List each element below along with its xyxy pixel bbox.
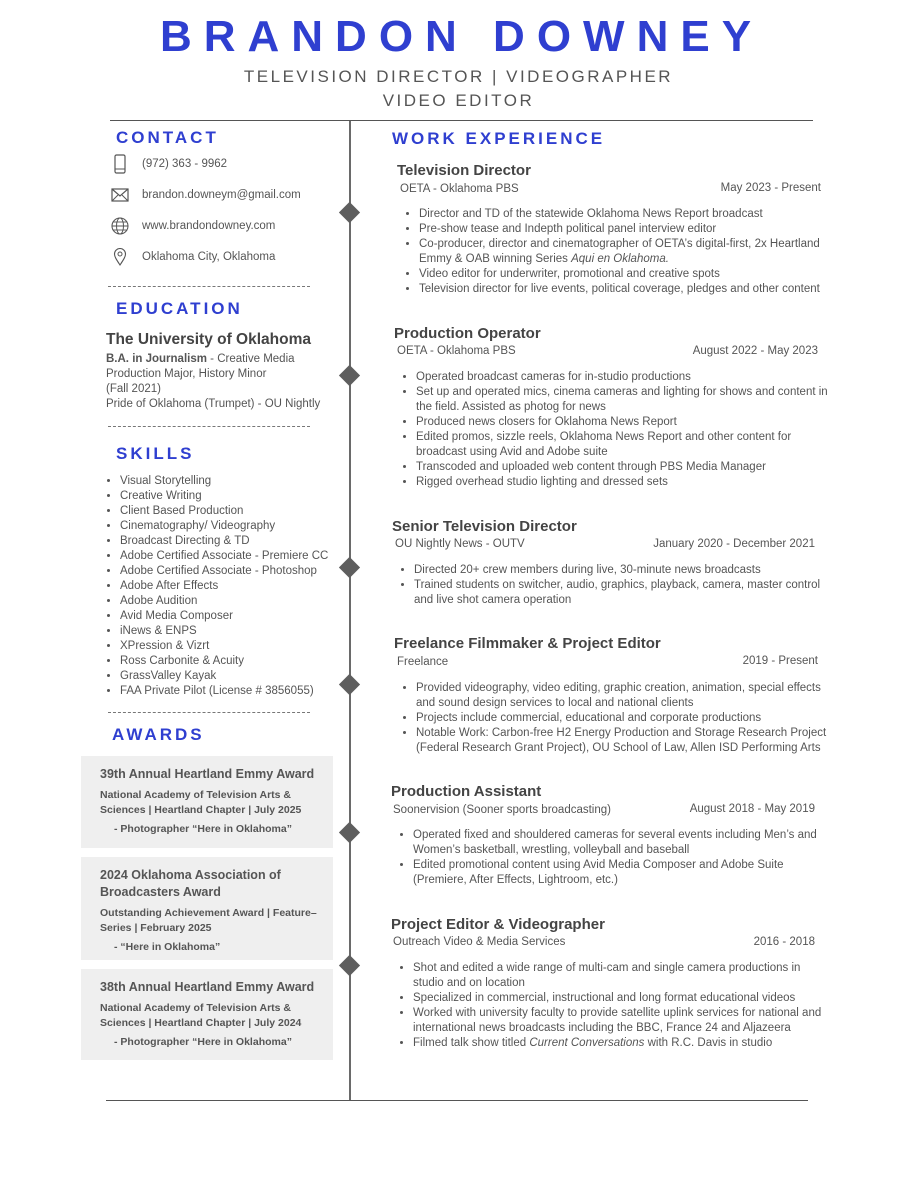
job-bullets: [395, 961, 833, 1051]
map-pin-icon: [110, 247, 130, 267]
header-divider: [110, 120, 813, 121]
job-bullet: • Worked with university faculty to provide satellite uplink services for national and international news broadcasts including the BBC, France 24 and Aljazeera: [413, 1006, 833, 1036]
timeline-line: [349, 121, 351, 1100]
job-bullet: • Rigged overhead studio lighting and dressed sets: [416, 475, 836, 490]
award-role: - Photographer “Here in Oklahoma”: [114, 823, 292, 835]
location-text: Oklahoma City, Oklahoma: [142, 251, 276, 263]
series-title: Aqui en Oklahoma.: [571, 253, 669, 265]
skill-item: • GrassValley Kayak: [120, 669, 328, 684]
award-card: [81, 857, 333, 960]
job-bullets: [398, 681, 836, 756]
phone-text: (972) 363 - 9962: [142, 158, 228, 170]
award-title: 38th Annual Heartland Emmy Award: [100, 980, 315, 994]
timeline-diamond: [339, 365, 360, 386]
job-bullet: • Transcoded and uploaded web content through PBS Media Manager: [416, 460, 836, 475]
job-bullet: • Director and TD of the statewide Oklahoma News Report broadcast: [419, 207, 839, 222]
job-title: Production Operator: [394, 325, 541, 342]
education-line-2: Production Major, History Minor: [106, 368, 267, 380]
skill-item: • FAA Private Pilot (License # 3856055): [120, 684, 328, 699]
awards-heading: AWARDS: [112, 725, 205, 744]
website-link[interactable]: www.brandondowney.com: [142, 220, 276, 232]
timeline-diamond: [339, 202, 360, 223]
education-details: [106, 352, 336, 412]
skill-item: • Adobe Audition: [120, 594, 328, 609]
education-line-3: (Fall 2021): [106, 383, 161, 395]
award-role: - “Here in Oklahoma”: [114, 941, 221, 953]
skill-item: • XPression & Vizrt: [120, 639, 328, 654]
job-bullet: • Produced news closers for Oklahoma News Report: [416, 415, 836, 430]
job-bullet: [413, 1036, 833, 1051]
job-bullets: [396, 563, 836, 608]
skill-item: • Avid Media Composer: [120, 609, 328, 624]
globe-icon: [110, 216, 130, 236]
timeline-diamond: [339, 955, 360, 976]
job-bullet: • Set up and operated mics, cinema cameras and lighting for shows and content in the field. Assisted as photog for news: [416, 385, 836, 415]
job-bullet: • Television director for live events, political coverage, pledges and other content: [419, 282, 839, 297]
job-bullet: • Shot and edited a wide range of multi-cam and single camera productions in studio and on location: [413, 961, 833, 991]
subtitle-line-2: VIDEO EDITOR: [382, 91, 535, 110]
job-bullet: [419, 237, 839, 267]
job-bullet: • Projects include commercial, educational and corporate productions: [416, 711, 836, 726]
school-name: The University of Oklahoma: [106, 331, 311, 348]
job-org: Freelance: [397, 656, 449, 668]
job-bullet: • Provided videography, video editing, graphic creation, animation, special effects and sound design services to local and national clients: [416, 681, 836, 711]
job-org: Soonervision (Sooner sports broadcasting): [393, 804, 611, 816]
timeline-diamond: [339, 822, 360, 843]
job-bullets: [401, 207, 839, 297]
award-org: National Academy of Television Arts & Sciences | Heartland Chapter | July 2025: [100, 789, 302, 816]
job-bullet: • Notable Work: Carbon-free H2 Energy Production and Storage Research Project (Federal Research Grant Project), OU School of Law, Allen ISD Performing Arts: [416, 726, 836, 756]
skill-item: • Client Based Production: [120, 504, 328, 519]
job-dates: May 2023 - Present: [720, 182, 821, 194]
job-title: Senior Television Director: [392, 518, 577, 535]
job-bullet-text: with R.C. Davis in studio: [644, 1037, 773, 1049]
show-title: Current Conversations: [529, 1037, 645, 1049]
skill-item: • Adobe Certified Associate - Premiere CC: [120, 549, 328, 564]
job-org: OU Nightly News - OUTV: [395, 538, 525, 550]
job-bullet: • Specialized in commercial, instructional and long format educational videos: [413, 991, 833, 1006]
job-org: Outreach Video & Media Services: [393, 936, 566, 948]
section-divider: [108, 286, 310, 287]
award-org: Outstanding Achievement Award | Feature– Series | February 2025: [100, 907, 317, 934]
job-title: Television Director: [397, 162, 531, 179]
education-line-4: Pride of Oklahoma (Trumpet) - OU Nightly: [106, 398, 321, 410]
job-org: OETA - Oklahoma PBS: [397, 345, 516, 357]
job-bullet: • Edited promos, sizzle reels, Oklahoma News Report and other content for broadcast using Avid and Adobe suite: [416, 430, 836, 460]
job-bullet: • Operated broadcast cameras for in-studio productions: [416, 370, 836, 385]
timeline-diamond: [339, 674, 360, 695]
job-dates: 2016 - 2018: [753, 936, 815, 948]
subtitle-line-1: TELEVISION DIRECTOR | VIDEOGRAPHER: [243, 67, 674, 86]
job-bullet: • Pre-show tease and Indepth political panel interview editor: [419, 222, 839, 237]
contact-location: [110, 247, 275, 267]
work-heading: WORK EXPERIENCE: [392, 129, 606, 148]
job-bullet-text: Filmed talk show titled: [413, 1037, 530, 1049]
award-card: [81, 756, 333, 848]
job-title: Freelance Filmmaker & Project Editor: [394, 635, 661, 652]
skills-list: [106, 474, 328, 699]
skill-item: • Cinematography/ Videography: [120, 519, 328, 534]
contact-website: [110, 216, 275, 236]
skill-item: • Ross Carbonite & Acuity: [120, 654, 328, 669]
skill-item: • Creative Writing: [120, 489, 328, 504]
contact-phone: [110, 154, 227, 174]
award-org: National Academy of Television Arts & Sciences | Heartland Chapter | July 2024: [100, 1002, 302, 1029]
section-divider: [108, 712, 310, 713]
timeline-diamond: [339, 557, 360, 578]
job-dates: August 2018 - May 2019: [689, 803, 815, 815]
job-org: OETA - Oklahoma PBS: [400, 183, 519, 195]
job-bullet: • Operated fixed and shouldered cameras for several events including Men’s and Women’s basketball, wrestling, volleyball and baseball: [413, 828, 833, 858]
contact-email: [110, 185, 301, 205]
skill-item: • Adobe After Effects: [120, 579, 328, 594]
job-bullet: • Video editor for underwriter, promotional and creative spots: [419, 267, 839, 282]
contact-heading: CONTACT: [116, 128, 219, 147]
job-bullet: • Directed 20+ crew members during live, 30-minute news broadcasts: [414, 563, 836, 578]
skill-item: • iNews & ENPS: [120, 624, 328, 639]
email-link[interactable]: brandon.downeym@gmail.com: [142, 189, 301, 201]
skill-item: • Broadcast Directing & TD: [120, 534, 328, 549]
job-dates: January 2020 - December 2021: [653, 538, 815, 550]
job-bullet: • Trained students on switcher, audio, graphics, playback, camera, master control and live shot camera operation: [414, 578, 836, 608]
section-divider: [108, 426, 310, 427]
skill-item: • Adobe Certified Associate - Photoshop: [120, 564, 328, 579]
degree: B.A. in Journalism: [106, 353, 207, 365]
degree-detail: - Creative Media: [206, 353, 295, 365]
skills-heading: SKILLS: [116, 444, 195, 463]
envelope-icon: [110, 185, 130, 205]
award-card: [81, 969, 333, 1060]
job-bullets: [398, 370, 836, 490]
phone-icon: [110, 154, 130, 174]
footer-divider: [106, 1100, 808, 1101]
award-title: 39th Annual Heartland Emmy Award: [100, 767, 315, 781]
job-bullets: [395, 828, 833, 888]
award-role: - Photographer “Here in Oklahoma”: [114, 1036, 292, 1048]
job-title: Production Assistant: [391, 783, 542, 800]
job-dates: 2019 - Present: [742, 655, 818, 667]
job-bullet: • Edited promotional content using Avid Media Composer and Adobe Suite (Premiere, After Effects, Lightroom, etc.): [413, 858, 833, 888]
job-bullet-text: Co-producer, director and cinematographer of OETA’s digital-first, 2x Heartland Emmy & OAB winning Series: [419, 238, 820, 265]
education-heading: EDUCATION: [116, 299, 243, 318]
job-title: Project Editor & Videographer: [391, 916, 605, 933]
resume-name: BRANDON DOWNEY: [159, 12, 764, 61]
award-title: 2024 Oklahoma Association of Broadcasters Award: [100, 868, 281, 899]
skill-item: • Visual Storytelling: [120, 474, 328, 489]
job-dates: August 2022 - May 2023: [692, 345, 818, 357]
